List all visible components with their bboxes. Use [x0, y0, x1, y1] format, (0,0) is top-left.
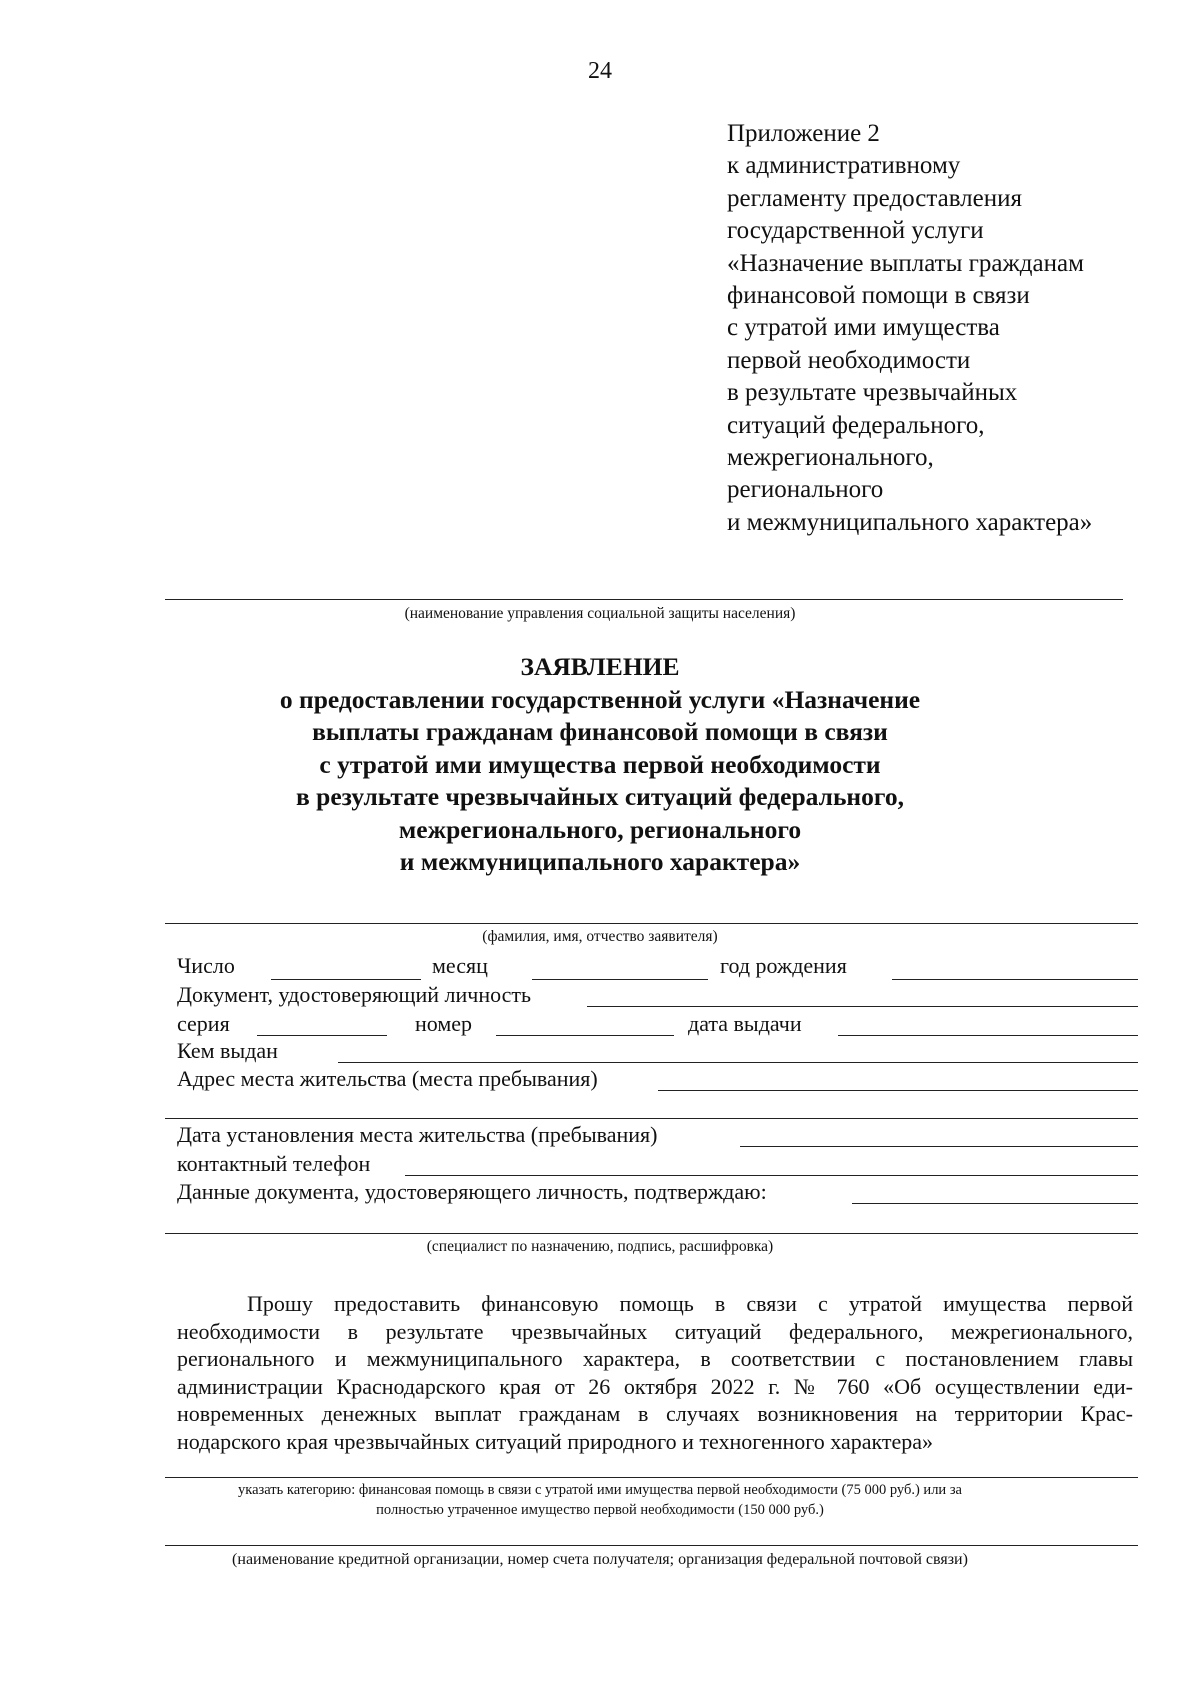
- title-line: о предоставлении государственной услуги «Назначение: [279, 684, 921, 714]
- department-caption: (наименование управления социальной защиты населения): [404, 605, 796, 622]
- appendix-line: к административному: [727, 152, 961, 180]
- title-line: с утратой ими имущества первой необходимости: [319, 749, 881, 779]
- document-title: [0, 651, 1200, 879]
- appendix-line: «Назначение выплаты гражданам: [727, 249, 1084, 277]
- category-note: [0, 1480, 1200, 1520]
- phone-field[interactable]: [405, 1175, 1138, 1176]
- applicant-name-field[interactable]: [165, 923, 1138, 924]
- issue-date-field[interactable]: [838, 1035, 1138, 1036]
- address-label: Адрес места жительства (места пребывания): [177, 1066, 598, 1091]
- number-label: номер: [415, 1011, 473, 1036]
- appendix-line: в результате чрезвычайных: [727, 379, 1018, 407]
- category-note-line: указать категорию: финансовая помощь в связи с утратой ими имущества первой необходимости (75 000 руб.) или за: [238, 1482, 962, 1498]
- confirm-label: Данные документа, удостоверяющего личность, подтверждаю:: [177, 1179, 767, 1204]
- department-field-line[interactable]: [165, 599, 1123, 600]
- appendix-line: и межмуниципального характера»: [727, 508, 1093, 536]
- specialist-caption: (специалист по назначению, подпись, расшифровка): [426, 1238, 774, 1255]
- number-field[interactable]: [496, 1035, 674, 1036]
- residence-date-field[interactable]: [740, 1146, 1138, 1147]
- appendix-line: ситуаций федерального,: [727, 411, 985, 439]
- title-line: выплаты гражданам финансовой помощи в связи: [312, 717, 888, 746]
- issued-by-label: Кем выдан: [177, 1038, 278, 1063]
- address-field-continuation[interactable]: [165, 1118, 1138, 1119]
- request-line: администрации Краснодарского края от 26 октября 2022 г. № 760 «Об осуществлении еди-: [177, 1373, 1133, 1399]
- residence-date-label: Дата установления места жительства (пребывания): [177, 1122, 658, 1147]
- request-line: новременных денежных выплат гражданам в случаях возникновения на территории Крас-: [177, 1401, 1133, 1427]
- bank-details-field[interactable]: [165, 1545, 1138, 1546]
- title-heading: ЗАЯВЛЕНИЕ: [520, 652, 680, 681]
- request-paragraph: [177, 1290, 1133, 1456]
- bank-details-caption: (наименование кредитной организации, номер счета получателя; организация федеральной почтовой связи): [232, 1551, 968, 1568]
- phone-label: контактный телефон: [177, 1151, 371, 1176]
- request-line: Прошу предоставить финансовую помощь в связи с утратой имущества первой: [247, 1291, 1133, 1316]
- appendix-line: финансовой помощи в связи: [727, 282, 1030, 310]
- address-field[interactable]: [658, 1090, 1138, 1091]
- day-field[interactable]: [271, 979, 421, 980]
- appendix-line: государственной услуги: [727, 217, 984, 245]
- day-label: Число: [177, 953, 235, 978]
- appendix-line: регламенту предоставления: [727, 184, 1023, 212]
- series-field[interactable]: [257, 1035, 387, 1036]
- title-line: и межмуниципального характера»: [399, 847, 801, 876]
- category-field[interactable]: [165, 1477, 1138, 1478]
- appendix-header: [727, 118, 1092, 539]
- issue-date-label: дата выдачи: [688, 1011, 802, 1036]
- category-note-line: полностью утраченное имущество первой необходимости (150 000 руб.): [376, 1502, 824, 1518]
- series-label: серия: [177, 1011, 230, 1036]
- request-line: нодарского края чрезвычайных ситуаций природного и техногенного характера»: [177, 1428, 934, 1454]
- confirm-field[interactable]: [852, 1203, 1138, 1204]
- id-document-label: Документ, удостоверяющий личность: [177, 982, 532, 1007]
- page-number: 24: [588, 58, 612, 84]
- title-line: межрегионального, регионального: [398, 814, 802, 844]
- request-line: необходимости в результате чрезвычайных ситуаций федерального, межрегионального,: [177, 1318, 1133, 1344]
- appendix-line: межрегионального,: [727, 444, 934, 472]
- birth-year-field[interactable]: [892, 979, 1138, 980]
- appendix-line: первой необходимости: [727, 346, 971, 374]
- id-document-field[interactable]: [587, 1006, 1138, 1007]
- specialist-signature-field[interactable]: [165, 1233, 1138, 1234]
- birth-year-label: год рождения: [720, 953, 847, 978]
- month-field[interactable]: [532, 979, 708, 980]
- title-line: в результате чрезвычайных ситуаций федерального,: [296, 782, 904, 811]
- appendix-line: с утратой ими имущества: [727, 314, 1000, 342]
- month-label: месяц: [432, 953, 488, 978]
- request-line: регионального и межмуниципального характера, в соответствии с постановлением главы: [177, 1346, 1133, 1372]
- appendix-line: Приложение 2: [727, 120, 880, 147]
- issued-by-field[interactable]: [338, 1062, 1138, 1063]
- applicant-name-caption: (фамилия, имя, отчество заявителя): [482, 928, 718, 945]
- appendix-line: регионального: [727, 476, 884, 504]
